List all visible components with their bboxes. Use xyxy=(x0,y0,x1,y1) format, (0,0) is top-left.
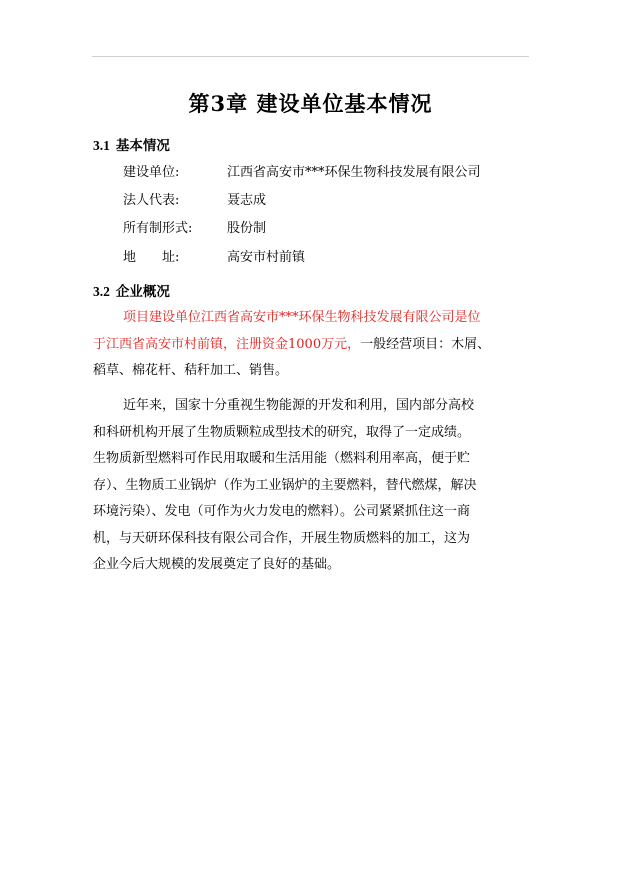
background-paragraph xyxy=(93,393,533,579)
paragraph-line: 和科研机构开展了生物质颗粒成型技术的研究，取得了一定成绩。 xyxy=(93,424,471,440)
info-value: 江西省高安市***环保生物科技发展有限公司 xyxy=(227,165,481,180)
section-number: 3.1 xyxy=(93,138,110,153)
section-3-2-heading xyxy=(93,280,170,300)
info-label: 地 址: xyxy=(123,250,180,265)
paragraph-line: 存）、生物质工业锅炉（作为工业锅炉的主要燃料，替代燃煤，解决 xyxy=(93,477,477,493)
info-row-legal-rep xyxy=(123,189,266,208)
paragraph-line: 机，与天研环保科技有限公司合作，开展生物质燃料的加工，这为 xyxy=(93,530,471,546)
info-label: 建设单位: xyxy=(123,165,180,180)
info-value: 高安市村前镇 xyxy=(227,250,306,265)
section-3-1-heading xyxy=(93,134,170,154)
paragraph-line: 稻草、棉花杆、秸秆加工、销售。 xyxy=(93,363,289,378)
section-title: 基本情况 xyxy=(115,138,170,154)
paragraph-line: 企业今后大规模的发展奠定了良好的基础。 xyxy=(93,557,341,572)
plain-text: 一般经营项目：木屑、 xyxy=(360,336,491,352)
paragraph-line: 生物质新型燃料可作民用取暖和生活用能（燃料利用率高，便于贮 xyxy=(93,451,471,466)
info-label: 法人代表: xyxy=(123,193,180,208)
info-value: 聂志成 xyxy=(227,193,267,208)
info-row-company xyxy=(123,161,481,180)
info-label: 所有制形式: xyxy=(123,221,193,236)
page-header-rule xyxy=(92,56,529,57)
info-row-ownership xyxy=(123,217,266,236)
highlighted-text: 于江西省高安市村前镇，注册资金1000万元， xyxy=(93,336,361,352)
section-title: 企业概况 xyxy=(115,284,170,300)
chapter-title: 第3章 建设单位基本情况 xyxy=(188,91,433,116)
section-number: 3.2 xyxy=(93,284,110,299)
info-row-address xyxy=(123,246,305,265)
paragraph-line: 近年来，国家十分重视生物能源的开发和利用，国内部分高校 xyxy=(123,398,475,413)
paragraph-line: 项目建设单位江西省高安市***环保生物科技发展有限公司是位 xyxy=(123,310,481,325)
info-value: 股份制 xyxy=(227,221,267,236)
company-overview-paragraph xyxy=(93,305,533,385)
paragraph-line: 环境污染）、发电（可作为火力发电的燃料）。公司紧紧抓住这一商 xyxy=(93,504,471,519)
paragraph-line xyxy=(93,332,533,359)
